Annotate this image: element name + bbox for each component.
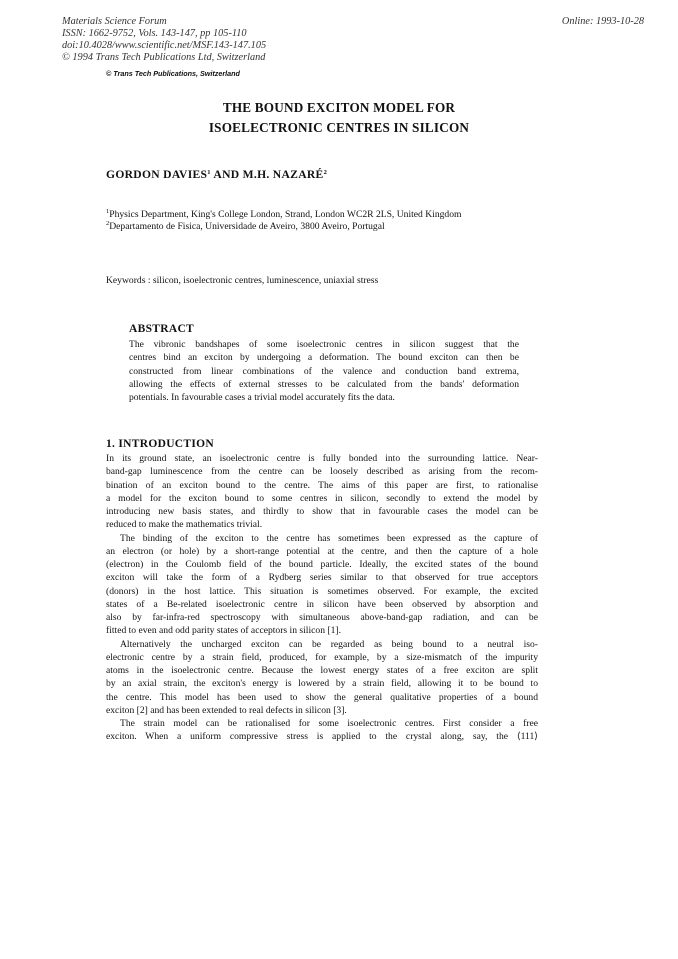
citation-header: [62, 16, 266, 64]
doi-line: doi:10.4028/www.scientific.net/MSF.143-147.105: [62, 40, 267, 51]
publisher-note: © Trans Tech Publications, Switzerland: [106, 69, 240, 78]
affiliation-text: Departamento de Fisica, Universidade de Aveiro, 3800 Aveiro, Portugal: [109, 221, 385, 232]
body-line: exciton will take the form of a Rydberg series similar to that observed for true acceptors: [106, 572, 538, 584]
body-line: (donors) in the host lattice. This situation is sometimes observed. For example, the excited: [106, 585, 538, 597]
body-line: In its ground state, an isoelectronic centre is fully bonded into the surrounding lattice. Near-: [106, 453, 538, 464]
author-conjunction: AND: [213, 168, 240, 181]
online-date: Online: 1993-10-28: [561, 16, 644, 27]
body-line: bination of an exciton bound to the centre. The aims of this paper are first, to rationalise: [106, 479, 538, 491]
abstract-body: [129, 338, 519, 404]
body-line: an electron (or hole) by a short-range potential at the centre, and then the capture of a hole: [106, 545, 538, 557]
abstract-line: centres bind an exciton by undergoing a deformation. The bound exciton can then be: [129, 352, 519, 364]
body-line: states of a Be-related isoelectronic centre in silicon have been observed by absorption and: [106, 598, 538, 610]
body-line: fitted to even and odd parity states of acceptors in silicon [1].: [106, 625, 341, 637]
title-line-1: THE BOUND EXCITON MODEL FOR: [222, 100, 456, 115]
journal-name: Materials Science Forum: [62, 16, 167, 27]
affiliation-2: [106, 221, 461, 233]
body-line: exciton. When a uniform compressive stress is applied to the crystal along, say, the ⟨111⟩: [106, 731, 538, 743]
author-1-affil-mark: 1: [207, 169, 211, 176]
body-line: also by far-infra-red spectroscopy with simultaneous above-band-gap radiation, and can be: [106, 612, 538, 623]
body-line: a model for the exciton bound to some centres in silicon, secondly to extend the model by: [106, 492, 538, 504]
issn-line: ISSN: 1662-9752, Vols. 143-147, pp 105-110: [62, 28, 247, 39]
body-line: band-gap luminescence from the centre can be loosely described as arising from the recom-: [106, 466, 538, 478]
body-line: atoms in the isoelectronic centre. Because the lowest energy states of a free exciton are split: [106, 665, 538, 676]
abstract-line: constructed from linear combinations of the valence and conduction band extrema,: [129, 365, 519, 377]
keywords: Keywords : silicon, isoelectronic centres, luminescence, uniaxial stress: [106, 275, 379, 286]
abstract-line: The vibronic bandshapes of some isoelectronic centres in silicon suggest that the: [129, 339, 519, 350]
body-line: The binding of the exciton to the centre has sometimes been expressed as the capture of: [120, 532, 538, 544]
author-list: [106, 168, 327, 181]
body-line: electronic centre by a strain field, produced, for example, by a size-mismatch of the impurity: [106, 651, 538, 663]
abstract-heading: ABSTRACT: [129, 323, 195, 335]
body-line: Alternatively the uncharged exciton can be regarded as being bound to a neutral iso-: [120, 638, 538, 650]
introduction-body: [106, 452, 538, 744]
affiliations: [106, 209, 461, 233]
affiliation-mark: 2: [106, 220, 110, 227]
abstract-line: allowing the effects of external stresses to be calculated from the bands' deformation: [129, 378, 519, 390]
body-line: The strain model can be rationalised for some isoelectronic centres. First consider a free: [120, 718, 538, 729]
author-1: GORDON DAVIES: [106, 168, 208, 181]
body-line: by an axial strain, the exciton's energy is lowered by a strain field, allowing it to be bound to: [106, 678, 538, 690]
copyright-line: © 1994 Trans Tech Publications Ltd, Switzerland: [62, 52, 266, 63]
body-line: (electron) in the Coulomb field of the bound particle. Ideally, the excited states of the bound: [106, 559, 538, 570]
author-2: M.H. NAZARÉ: [242, 168, 324, 181]
affiliation-1: [106, 209, 461, 221]
paper-title: [0, 98, 678, 138]
body-line: the centre. This model has been used to show the general qualitative properties of a bound: [106, 691, 538, 703]
affiliation-mark: 1: [106, 208, 110, 215]
body-line: reduced to make the mathematics trivial.: [106, 519, 263, 531]
abstract-line: potentials. In favourable cases a trivial model accurately fits the data.: [129, 392, 395, 404]
body-line: exciton [2] and has been extended to real defects in silicon [3].: [106, 704, 347, 716]
author-2-affil-mark: 2: [323, 169, 328, 176]
affiliation-text: Physics Department, King's College London, Strand, London WC2R 2LS, United Kingdom: [109, 209, 462, 220]
title-line-2: ISOELECTRONIC CENTRES IN SILICON: [208, 120, 470, 135]
body-line: introducing new basis states, and thirdly to show that in favourable cases the model can be: [106, 506, 538, 517]
section-heading-introduction: 1. INTRODUCTION: [106, 438, 215, 450]
